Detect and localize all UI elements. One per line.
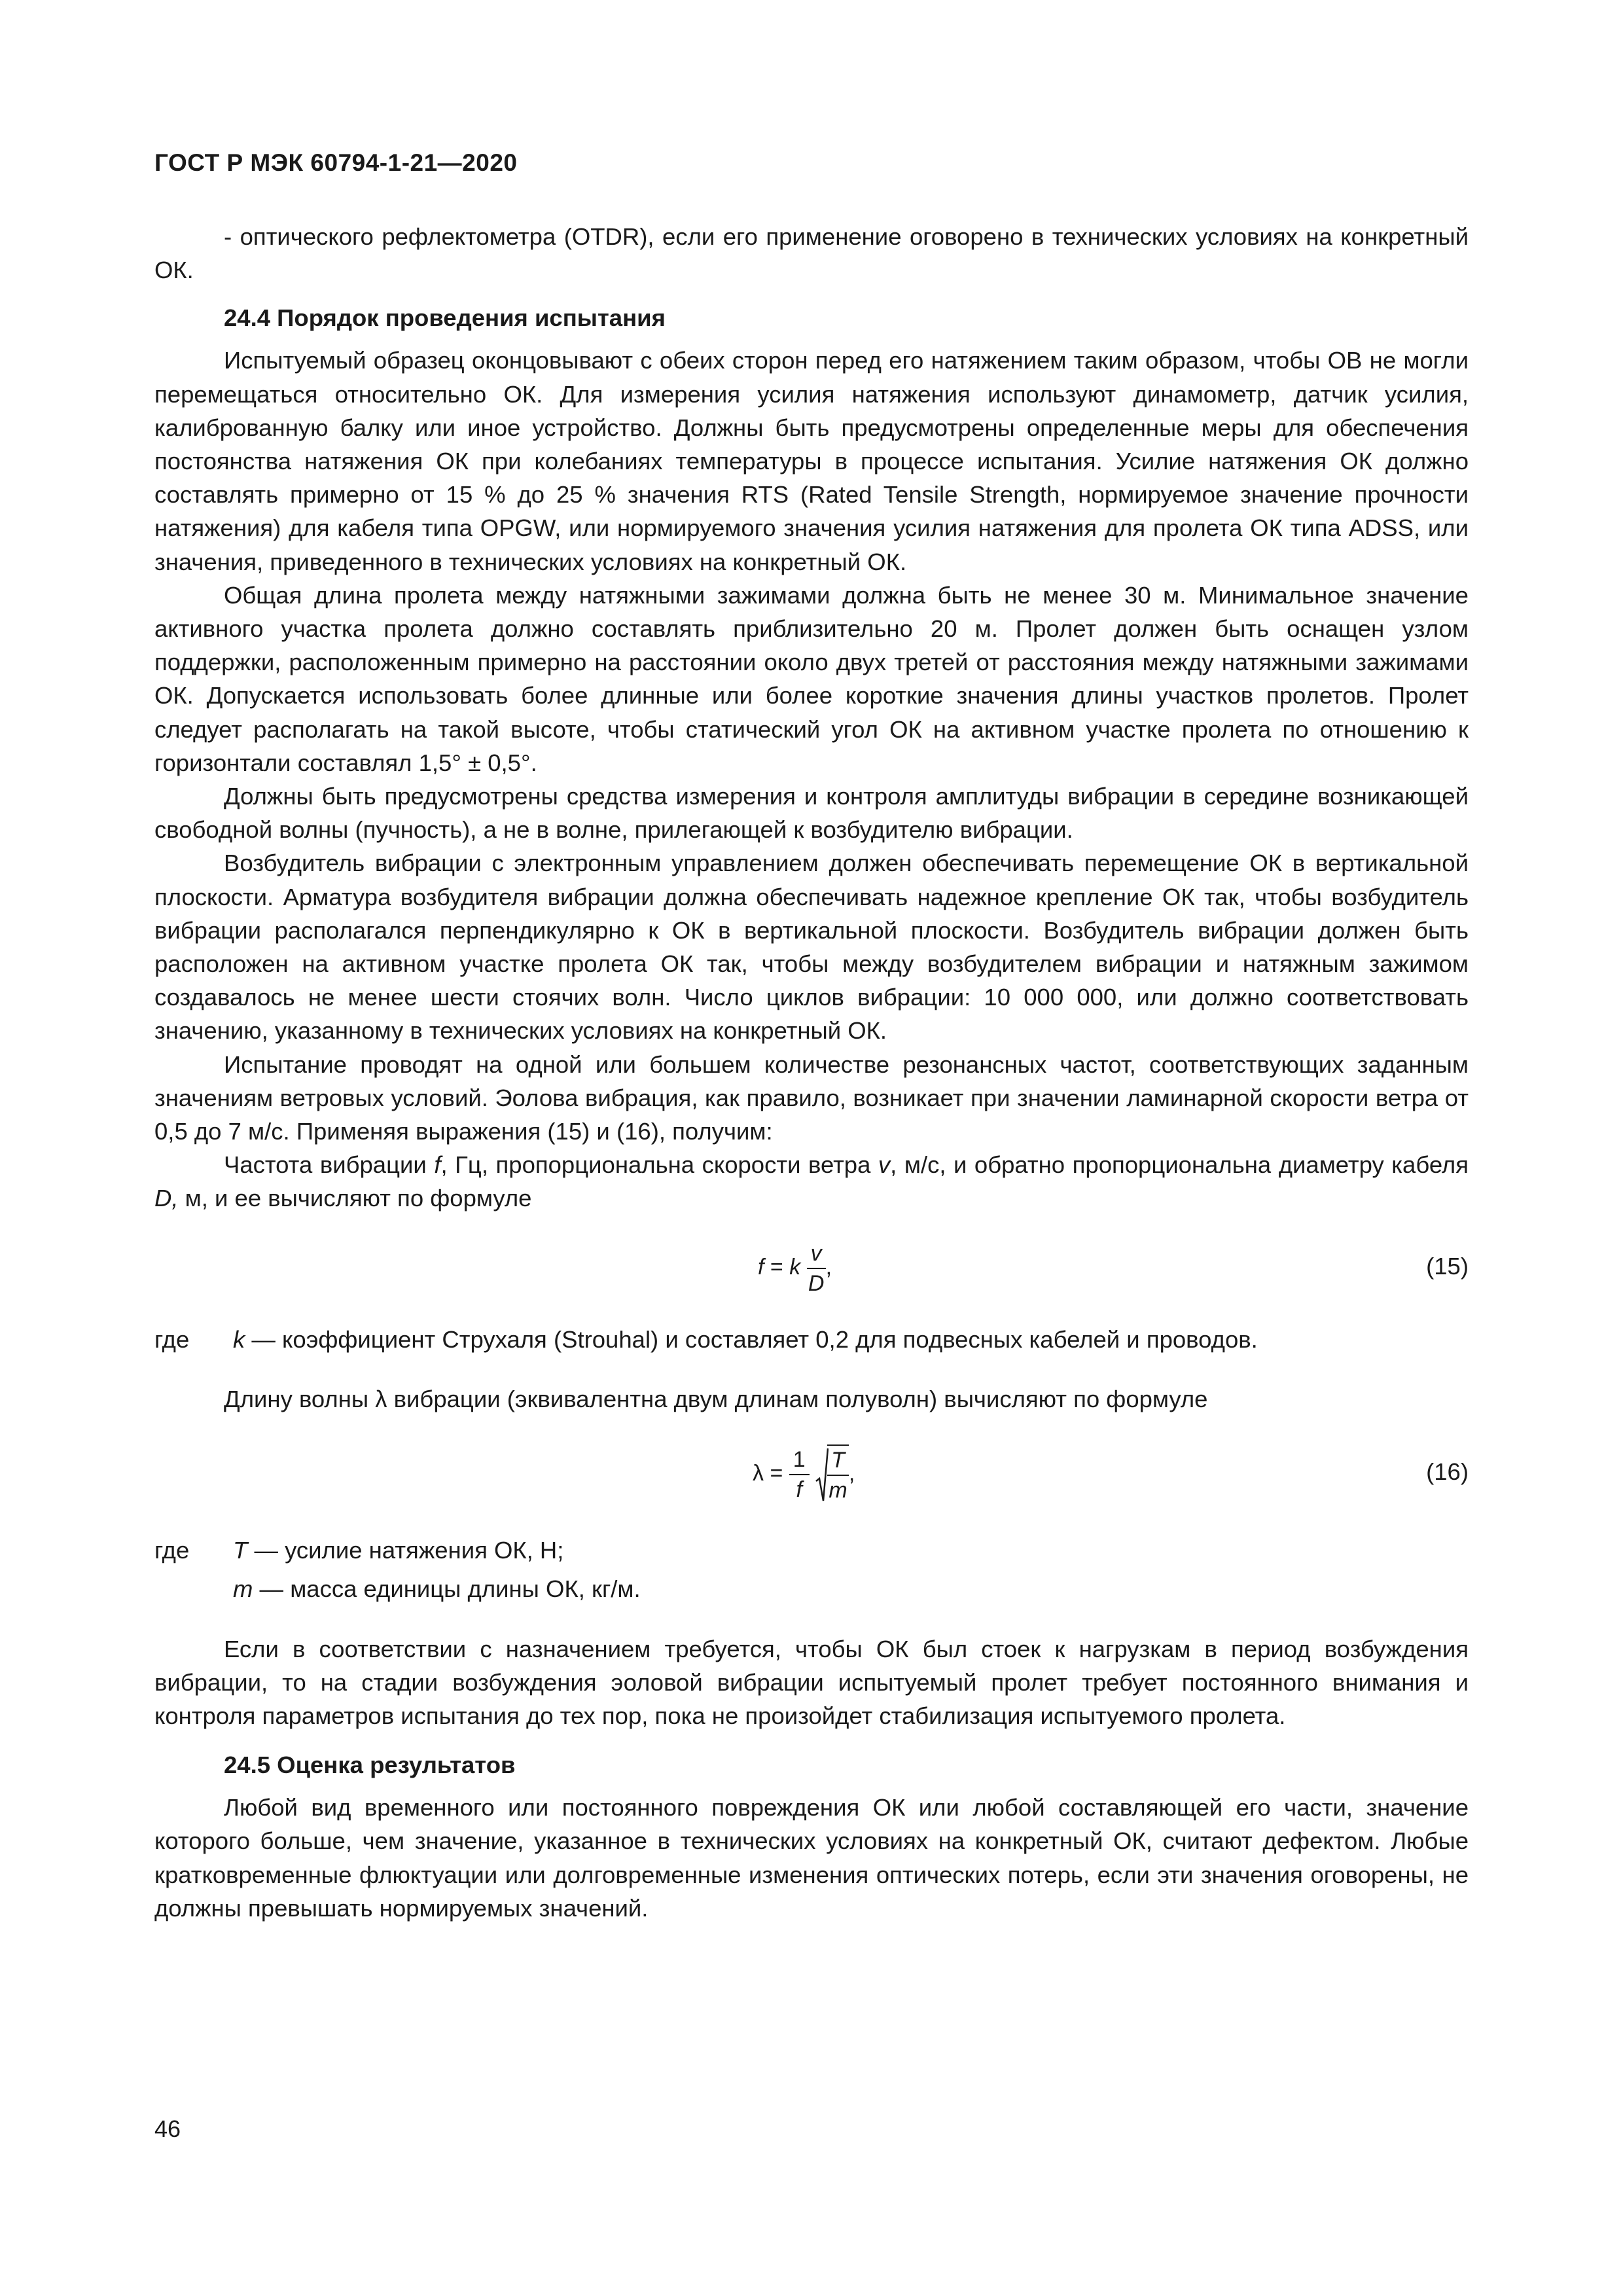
intro-list-item: - оптического рефлектометра (OTDR), если его применение оговорено в технических условиях на конкретный ОК. bbox=[154, 223, 1469, 284]
formula-16 bbox=[154, 1433, 1469, 1516]
section-24-4-paragraph-4: Возбудитель вибрации с электронным управлением должен обеспечивать перемещение ОК в вертикальной плоскости. Арматура возбудителя вибрации должна обеспечивать надежное крепление ОК так, чтобы возбудитель вибрации располагался перпендикулярно к ОК в вертикальной плоскости. Возбудитель вибрации должен быть расположен на активном участке пролета ОК так, чтобы между возбудителем вибрации и натяжным зажимом создавалось не менее шести стоячих волн. Число циклов вибрации: 10 000 000, или должно соответствовать значению, указанному в технических условиях на конкретный ОК. bbox=[154, 850, 1469, 1045]
section-24-4-paragraph-2: Общая длина пролета между натяжными зажимами должна быть не менее 30 м. Минимальное значение активного участка пролета должно составлять приблизительно 20 м. Пролет должен быть оснащен узлом поддержки, расположенным примерно на расстоянии около двух третей от расстояния между натяжными зажимами ОК. Допускается использовать более длинные или более короткие значения длины участков пролетов. Пролет следует располагать на такой высоте, чтобы статический угол ОК на активном участке пролета по отношению к горизонтали составлял 1,5° ± 0,5°. bbox=[154, 581, 1469, 776]
formula-16-fraction: $\frac{1}{f}$ bbox=[789, 1445, 810, 1504]
formula-15 bbox=[154, 1227, 1469, 1311]
where-T: где T — усилие натяжения ОК, Н; bbox=[154, 1537, 564, 1564]
section-24-4-paragraph-6: Частота вибрации f, Гц, пропорциональна скорости ветра v, м/с, и обратно пропорциональна диаметру кабеля D, м, и ее вычисляют по формуле bbox=[154, 1151, 1469, 1212]
section-24-4-paragraph-7: Длину волны λ вибрации (эквивалентна двум длинам полуволн) вычисляют по формуле bbox=[224, 1385, 1208, 1412]
document-header: ГОСТ Р МЭК 60794-1-21—2020 bbox=[154, 149, 518, 176]
formula-15-number: (15) bbox=[1426, 1252, 1469, 1280]
formula-16-expression: λ = $\frac{1}{f}$ $\frac{T}{m}$ , bbox=[753, 1444, 855, 1505]
section-24-4-paragraph-5: Испытание проводят на одной или большем количестве резонансных частот, соответствующих заданным значениям ветровых условий. Эолова вибрация, как правило, возникает при значении ламинарной скорости ветра от 0,5 до 7 м/с. Применяя выражения (15) и (16), получим: bbox=[154, 1050, 1469, 1145]
section-24-4-paragraph-1: Испытуемый образец оконцовывают с обеих сторон перед его натяжением таким образом, чтобы ОВ не могли перемещаться относительно ОК. Для измерения усилия натяжения используют динамометр, датчик усилия, калиброванную балку или иное устройство. Должны быть предусмотрены определенные меры для обеспечения постоянства натяжения ОК при колебаниях температуры в процессе испытания. Усилие натяжения ОК должно составлять примерно от 15 % до 25 % значения RTS (Rated Tensile Strength, нормируемое значение прочности натяжения) для кабеля типа OPGW, или нормируемого значения усилия натяжения для пролета ОК типа ADSS, или значения, приведенного в технических условиях на конкретный ОК. bbox=[154, 347, 1469, 575]
formula-16-radicand: $\frac{T}{m}$ bbox=[827, 1444, 849, 1505]
page-content bbox=[154, 220, 1469, 1925]
formula-15-fraction: $\frac{v}{D}$ bbox=[807, 1239, 826, 1298]
section-24-5-title: 24.5 Оценка результатов bbox=[224, 1751, 516, 1779]
formula-15-expression: f = k $\frac{v}{D}$ , bbox=[758, 1239, 832, 1298]
page-number: 46 bbox=[154, 2115, 181, 2142]
section-24-4-paragraph-3: Должны быть предусмотрены средства измерения и контроля амплитуды вибрации в середине возникающей свободной волны (пучность), а не в волне, прилегающей к возбудителю вибрации. bbox=[154, 783, 1469, 844]
section-24-4-paragraph-8: Если в соответствии с назначением требуется, чтобы ОК был стоек к нагрузкам в период возбуждения вибрации, то на стадии возбуждения эоловой вибрации испытуемый пролет требует постоянного внимания и контроля параметров испытания до тех пор, пока не произойдет стабилизация испытуемого пролета. bbox=[154, 1635, 1469, 1729]
formula-16-number: (16) bbox=[1426, 1458, 1469, 1486]
section-24-5-paragraph-1: Любой вид временного или постоянного повреждения ОК или любой составляющей его части, значение которого больше, чем значение, указанное в технических условиях на конкретный ОК, считают дефектом. Любые кратковременные флюктуации или долговременные изменения оптических потерь, если эти значения оговорены, не должны превышать нормируемых значений. bbox=[154, 1794, 1469, 1922]
radical-sign-icon bbox=[815, 1447, 829, 1502]
section-24-4-title: 24.4 Порядок проведения испытания bbox=[224, 304, 666, 332]
where-m: m — масса единицы длины ОК, кг/м. bbox=[233, 1575, 641, 1603]
where-k: где k — коэффициент Струхаля (Strouhal) и составляет 0,2 для подвесных кабелей и проводов. bbox=[154, 1325, 1258, 1353]
